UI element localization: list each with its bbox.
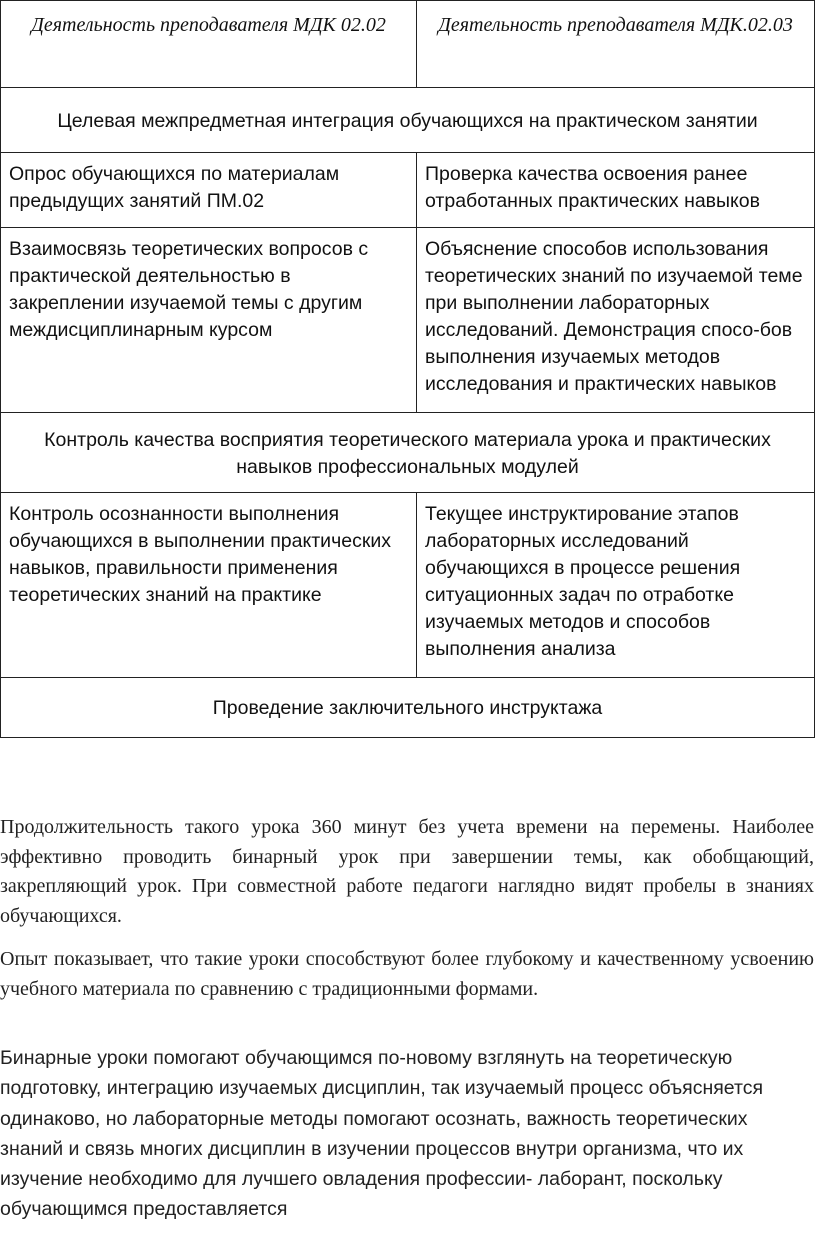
table-cell: Опрос обучающихся по материалам предыдущих занятий ПМ.02 [1,153,417,228]
final-briefing-cell: Проведение заключительного инструктажа [1,678,815,738]
table-row [1,153,815,228]
table-row [1,228,815,413]
table-cell: Контроль осознанности выполнения обучающихся в выполнении практических навыков, правильности применения теоретических знаний на практике [1,493,417,678]
paragraph-experience: Опыт показывает, что такие уроки способствуют более глубокому и качественному усвоению учебного материала по сравнению с традиционными формами. [0,948,814,1000]
table-cell: Текущее инструктирование этапов лабораторных исследований обучающихся в процессе решения ситуационных задач по отработке изучаемых методов и способов выполнения анализа [417,493,815,678]
header-teacher-mdk-0202: Деятельность преподавателя МДК 02.02 [1,1,417,88]
table-cell: Проверка качества освоения ранее отработанных практических навыков [417,153,815,228]
table-row [1,493,815,678]
header-teacher-mdk-0203: Деятельность преподавателя МДК.02.03 [417,1,815,88]
table-row [1,88,815,153]
table-row [1,678,815,738]
table-cell: Взаимосвязь теоретических вопросов с практической деятельностью в закреплении изучаемой темы с другим междисциплинарным курсом [1,228,417,413]
quality-control-cell: Контроль качества восприятия теоретического материала урока и практических навыков профессиональных модулей [1,413,815,493]
paragraph-lesson-duration: Продолжительность такого урока 360 минут без учета времени на перемены. Наиболее эффективно проводить бинарный урок при завершении темы, как обобщающий, закрепляющий урок. При совместной работе педагоги наглядно видят пробелы в знаниях обучающихся. [0,816,814,927]
goal-integration-cell: Целевая межпредметная интеграция обучающихся на практическом занятии [1,88,815,153]
table-cell: Объяснение способов использования теоретических знаний по изучаемой теме при выполнении лабораторных исследований. Демонстрация спосо-бов выполнения изучаемых методов исследования и практических навыков [417,228,815,413]
paragraph-binary-lessons: Бинарные уроки помогают обучающимся по-новому взглянуть на теоретическую подготовку, интеграцию изучаемых дисциплин, так изучаемый процесс объясняется одинаково, но лабораторные методы помогают осознать, важность теоретических знаний и связь многих дисциплин в изучении процессов внутри организма, что их изучение необходимо для лучшего овладения профессии- лаборант, поскольку обучающимся предоставляется [0,1047,764,1221]
table-header-row [1,1,815,88]
table-row [1,413,815,493]
